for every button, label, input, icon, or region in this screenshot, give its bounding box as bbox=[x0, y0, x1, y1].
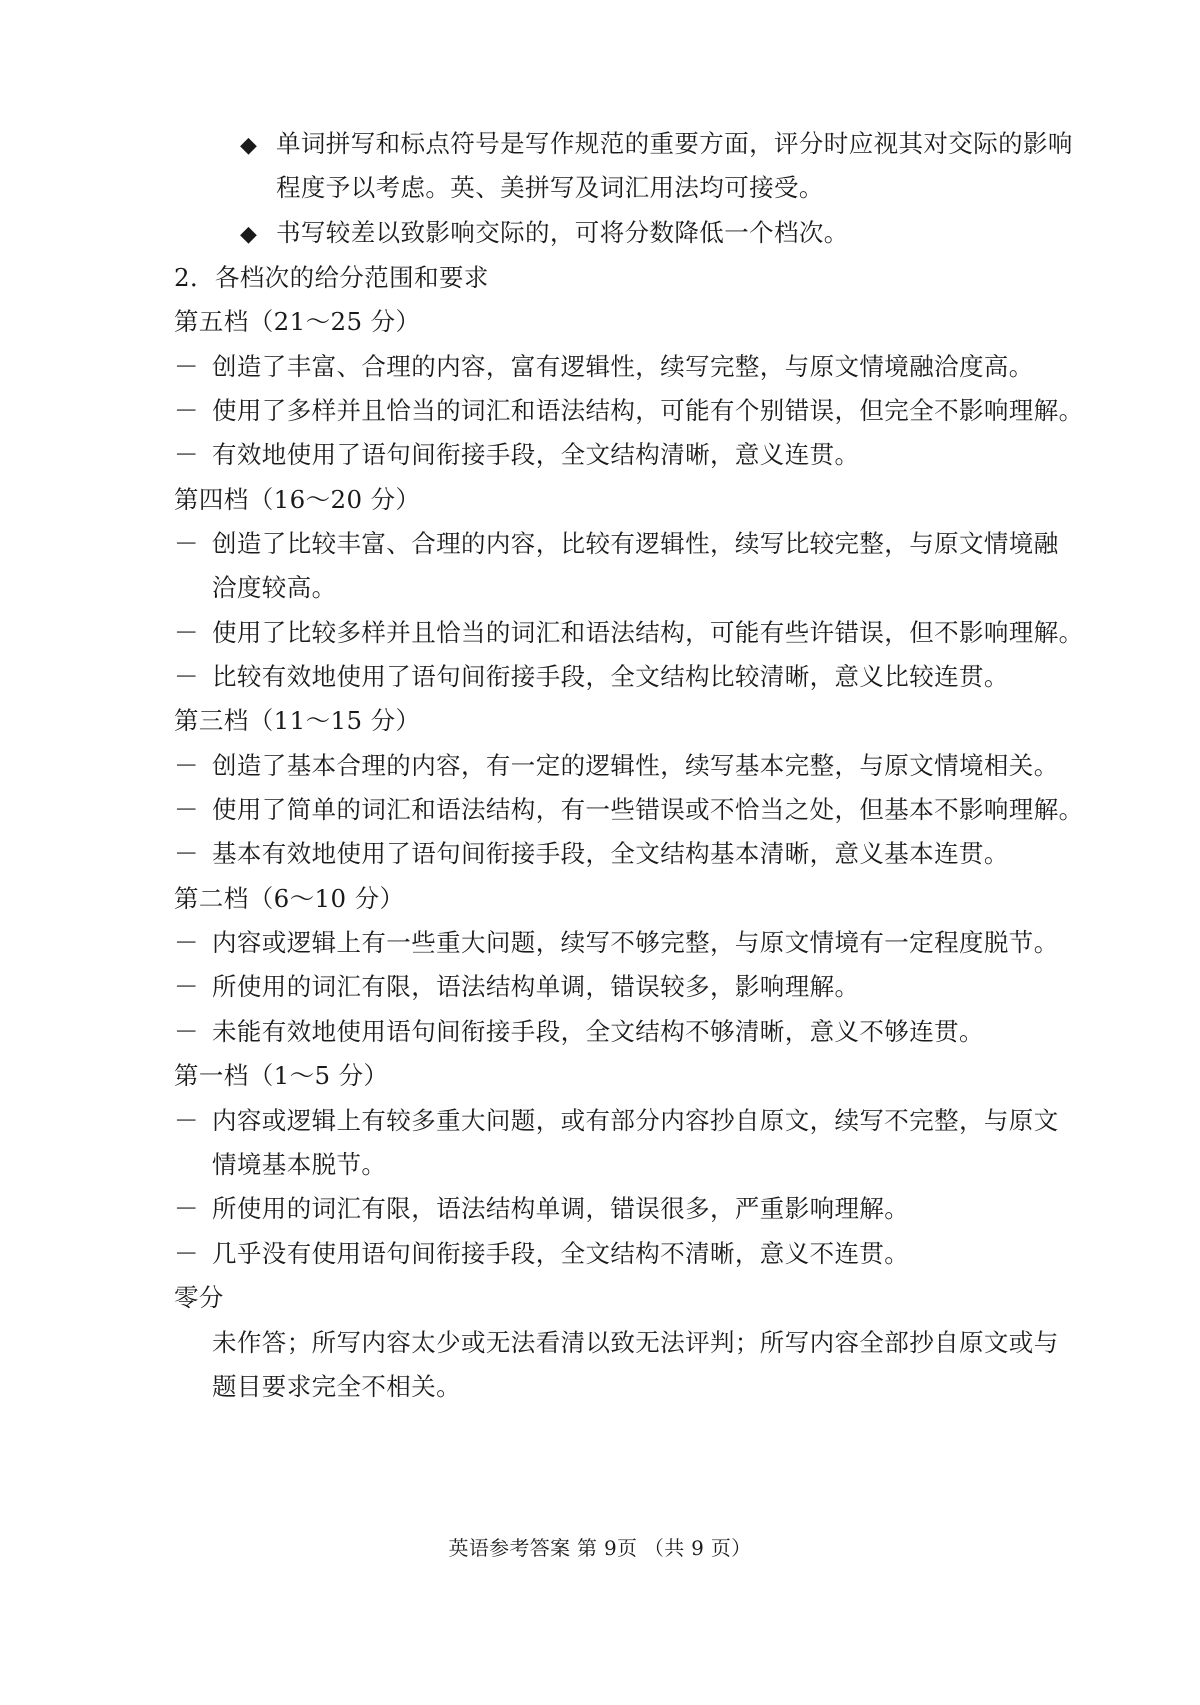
diamond-bullet-icon: ◆ bbox=[240, 133, 258, 158]
dash-bullet-icon: － bbox=[174, 396, 199, 425]
dash-bullet-icon: － bbox=[174, 529, 199, 558]
grade-title: 第五档（21～25 分） bbox=[174, 307, 421, 336]
criterion-item: － 使用了简单的词汇和语法结构，有一些错误或不恰当之处，但基本不影响理解。 bbox=[174, 795, 1084, 824]
criterion-item: － 几乎没有使用语句间衔接手段，全文结构不清晰，意义不连贯。 bbox=[174, 1239, 910, 1268]
criterion-item: － 有效地使用了语句间衔接手段，全文结构清晰，意义连贯。 bbox=[174, 440, 860, 469]
bullet-text: 单词拼写和标点符号是写作规范的重要方面，评分时应视其对交际的影响 bbox=[276, 129, 1073, 158]
criterion-item: － 基本有效地使用了语句间衔接手段，全文结构基本清晰，意义基本连贯。 bbox=[174, 839, 1009, 868]
criterion-item: － 创造了丰富、合理的内容，富有逻辑性，续写完整，与原文情境融洽度高。 bbox=[174, 352, 1034, 381]
criterion-item-continuation: 洽度较高。 bbox=[212, 573, 337, 602]
grade-title: 零分 bbox=[174, 1283, 224, 1312]
dash-bullet-icon: － bbox=[174, 928, 199, 957]
dash-bullet-icon: － bbox=[174, 662, 199, 691]
criterion-item: － 使用了多样并且恰当的词汇和语法结构，可能有个别错误，但完全不影响理解。 bbox=[174, 396, 1084, 425]
criterion-item: － 内容或逻辑上有一些重大问题，续写不够完整，与原文情境有一定程度脱节。 bbox=[174, 928, 1059, 957]
criterion-item-continuation: 情境基本脱节。 bbox=[212, 1150, 387, 1179]
grade-title: 第一档（1～5 分） bbox=[174, 1061, 389, 1090]
section-heading: 2．各档次的给分范围和要求 bbox=[174, 263, 489, 292]
grade-title: 第二档（6～10 分） bbox=[174, 884, 405, 913]
dash-bullet-icon: － bbox=[174, 1239, 199, 1268]
page-footer: 英语参考答案 第 9页 （共 9 页） bbox=[448, 1536, 752, 1560]
dash-bullet-icon: － bbox=[174, 972, 199, 1001]
zero-score-description: 未作答；所写内容太少或无法看清以致无法评判；所写内容全部抄自原文或与 bbox=[212, 1328, 1059, 1357]
criterion-item: － 所使用的词汇有限，语法结构单调，错误很多，严重影响理解。 bbox=[174, 1194, 910, 1223]
bullet-text-continuation: 程度予以考虑。英、美拼写及词汇用法均可接受。 bbox=[276, 173, 824, 202]
bullet-text: 书写较差以致影响交际的，可将分数降低一个档次。 bbox=[276, 218, 849, 247]
grade-title: 第三档（11～15 分） bbox=[174, 706, 421, 735]
dash-bullet-icon: － bbox=[174, 352, 199, 381]
criterion-item: － 比较有效地使用了语句间衔接手段，全文结构比较清晰，意义比较连贯。 bbox=[174, 662, 1009, 691]
bullet-item-spelling bbox=[240, 128, 1073, 162]
grade-title: 第四档（16～20 分） bbox=[174, 485, 421, 514]
criterion-item: － 创造了比较丰富、合理的内容，比较有逻辑性，续写比较完整，与原文情境融 bbox=[174, 529, 1059, 558]
dash-bullet-icon: － bbox=[174, 618, 199, 647]
dash-bullet-icon: － bbox=[174, 839, 199, 868]
criterion-item: － 使用了比较多样并且恰当的词汇和语法结构，可能有些许错误，但不影响理解。 bbox=[174, 618, 1084, 647]
criterion-item: － 所使用的词汇有限，语法结构单调，错误较多，影响理解。 bbox=[174, 972, 860, 1001]
criterion-item: － 内容或逻辑上有较多重大问题，或有部分内容抄自原文，续写不完整，与原文 bbox=[174, 1106, 1059, 1135]
dash-bullet-icon: － bbox=[174, 1106, 199, 1135]
criterion-item: － 未能有效地使用语句间衔接手段，全文结构不够清晰，意义不够连贯。 bbox=[174, 1017, 984, 1046]
dash-bullet-icon: － bbox=[174, 1017, 199, 1046]
dash-bullet-icon: － bbox=[174, 1194, 199, 1223]
dash-bullet-icon: － bbox=[174, 795, 199, 824]
dash-bullet-icon: － bbox=[174, 751, 199, 780]
zero-score-description-continuation: 题目要求完全不相关。 bbox=[212, 1372, 461, 1401]
bullet-item-handwriting bbox=[240, 217, 849, 251]
diamond-bullet-icon: ◆ bbox=[240, 222, 258, 247]
dash-bullet-icon: － bbox=[174, 440, 199, 469]
criterion-item: － 创造了基本合理的内容，有一定的逻辑性，续写基本完整，与原文情境相关。 bbox=[174, 751, 1059, 780]
